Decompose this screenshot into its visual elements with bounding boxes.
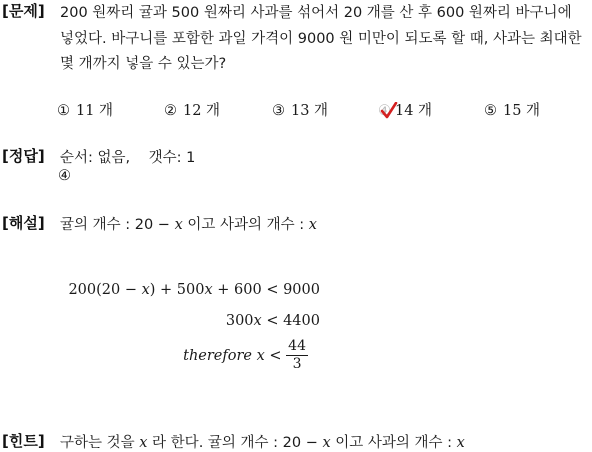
choice-1[interactable] (57, 99, 113, 120)
choice-1-mark: ① (57, 103, 70, 119)
hint-text-b: 라 한다. 귤의 개수 : 20 − (147, 435, 323, 451)
problem-line-3: 몇 개까지 넣을 수 있는가? (60, 56, 227, 72)
explanation-intro-var2: x (308, 217, 317, 233)
answer-line-1: 순서: 없음, 갯수: 1 (60, 150, 196, 166)
choice-2-mark: ② (164, 103, 177, 119)
choice-5-text: 15 개 (503, 103, 541, 119)
choice-1-text: 11 개 (76, 103, 114, 119)
explanation-label: [해설] (2, 214, 45, 232)
equation-1 (68, 282, 320, 298)
checkmark-icon (380, 102, 398, 120)
eq1-a: 200(20 − (68, 282, 142, 298)
eq2-a: 300 (225, 313, 254, 329)
explanation-intro-var1: x (174, 217, 183, 233)
eq2-b: < 4400 (261, 313, 320, 329)
choice-4-text: 14 개 (395, 103, 433, 119)
explanation-intro-a: 귤의 개수 : 20 − (60, 217, 175, 233)
answer-label: [정답] (2, 147, 45, 165)
eq3-word: therefore (183, 348, 257, 364)
choice-2-text: 12 개 (183, 103, 221, 119)
hint-var2: x (322, 435, 331, 451)
hint-text-a: 구하는 것을 (60, 435, 140, 451)
choice-4[interactable] (378, 99, 432, 120)
choice-3-mark: ③ (272, 103, 285, 119)
choice-3-text: 13 개 (291, 103, 329, 119)
hint-var1: x (139, 435, 148, 451)
choice-4-mark: ④ (378, 103, 391, 119)
eq1-b: ) + 500 (149, 282, 205, 298)
eq2-var: x (253, 313, 262, 329)
explanation-intro-b: 이고 사과의 개수 : (182, 217, 309, 233)
answer-line-2: ④ (58, 168, 71, 184)
equation-3 (183, 337, 308, 375)
problem-line-2: 넣었다. 바구니를 포함한 과일 가격이 9000 원 미만이 되도록 할 때, 사과는 최대한 (60, 31, 582, 47)
eq3-lt: < (264, 348, 287, 364)
eq1-c: + 600 < 9000 (212, 282, 320, 298)
hint-label: [힌트] (2, 432, 45, 450)
eq3-numerator: 44 (288, 337, 306, 354)
equation-2 (226, 313, 320, 329)
choice-2[interactable] (164, 99, 220, 120)
hint-var3: x (456, 435, 465, 451)
problem-label: [문제] (2, 2, 45, 20)
eq1-var2: x (204, 282, 213, 298)
eq3-denominator: 3 (292, 355, 302, 372)
eq1-var1: x (141, 282, 150, 298)
explanation-intro (60, 213, 317, 234)
choice-5-mark: ⑤ (484, 103, 497, 119)
eq3-fraction (286, 338, 308, 373)
choice-3[interactable] (272, 99, 328, 120)
hint-text-c: 이고 사과의 개수 : (330, 435, 457, 451)
choice-5[interactable] (484, 99, 540, 120)
problem-line-1: 200 원짜리 귤과 500 원짜리 사과를 섞어서 20 개를 산 후 600 원짜리 바구니에 (60, 5, 572, 21)
eq3-var: x (256, 348, 265, 364)
